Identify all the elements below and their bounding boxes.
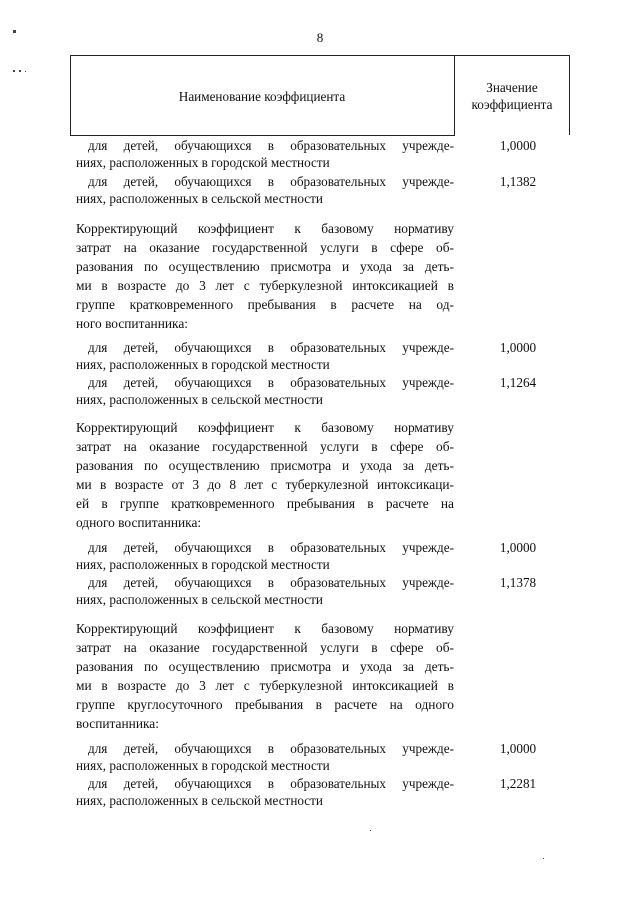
row-value: 1,2281 xyxy=(499,776,537,791)
row-description-line1: для детей, обучающихся в образовательных учрежде- xyxy=(88,138,454,153)
row-description-line1: для детей, обучающихся в образовательных учрежде- xyxy=(88,375,454,390)
row-description xyxy=(76,374,454,408)
coefficient-section-heading xyxy=(76,418,454,532)
row-description-line1: для детей, обучающихся в образовательных учрежде- xyxy=(88,741,454,756)
row-description-line2: ниях, расположенных в городской местности xyxy=(76,357,330,372)
paragraph-line: ного воспитанника: xyxy=(76,316,189,331)
page-number: 8 xyxy=(316,30,324,45)
row-description-line1: для детей, обучающихся в образовательных учрежде- xyxy=(88,776,454,791)
paragraph-line: Корректирующий коэффициент к базовому нормативу xyxy=(76,420,454,435)
row-description-line2: ниях, расположенных в сельской местности xyxy=(76,392,323,407)
paragraph-line: затрат на оказание государственной услуги в сфере об- xyxy=(76,439,454,454)
paragraph-line: ми в возрасте до 3 лет с туберкулезной интоксикацией в xyxy=(76,278,454,293)
row-value: 1,0000 xyxy=(499,340,537,355)
header-top-border xyxy=(70,55,570,56)
row-value: 1,0000 xyxy=(499,741,537,756)
paragraph-line: разования по осуществлению присмотра и ухода за деть- xyxy=(76,259,454,274)
coefficient-section-heading xyxy=(76,219,454,333)
paragraph-line: Корректирующий коэффициент к базовому нормативу xyxy=(76,221,454,236)
row-description-line2: ниях, расположенных в городской местности xyxy=(76,557,330,572)
paragraph-line: группе круглосуточного пребывания в расчете на одного xyxy=(76,697,454,712)
header-right-border xyxy=(569,55,570,135)
row-value: 1,1378 xyxy=(499,575,537,590)
coefficient-section-heading xyxy=(76,619,454,733)
header-coefficient-value xyxy=(455,79,569,113)
row-description xyxy=(76,775,454,809)
paragraph-line: группе кратковременного пребывания в расчете на од- xyxy=(76,297,454,312)
header-coefficient-name: Наименование коэффициента xyxy=(178,89,346,104)
paragraph-line: разования по осуществлению присмотра и ухода за деть- xyxy=(76,659,454,674)
paragraph-line: затрат на оказание государственной услуги в сфере об- xyxy=(76,640,454,655)
row-description xyxy=(76,173,454,207)
row-description xyxy=(76,339,454,373)
paragraph-line: разования по осуществлению присмотра и ухода за деть- xyxy=(76,458,454,473)
paragraph-line: ей в группе кратковременного пребывания в расчете на xyxy=(76,496,454,511)
row-description-line2: ниях, расположенных в сельской местности xyxy=(76,793,323,808)
row-description-line2: ниях, расположенных в сельской местности xyxy=(76,592,323,607)
header-bottom-border xyxy=(70,135,455,136)
row-value: 1,0000 xyxy=(499,138,537,153)
row-description xyxy=(76,539,454,573)
row-description-line2: ниях, расположенных в городской местности xyxy=(76,758,330,773)
row-description-line1: для детей, обучающихся в образовательных учрежде- xyxy=(88,340,454,355)
row-value: 1,1382 xyxy=(499,174,537,189)
row-description-line2: ниях, расположенных в сельской местности xyxy=(76,191,323,206)
row-value: 1,0000 xyxy=(499,540,537,555)
coefficient-table-header xyxy=(70,55,570,135)
row-description xyxy=(76,740,454,774)
paragraph-line: затрат на оказание государственной услуги в сфере об- xyxy=(76,240,454,255)
paragraph-line: ми в возрасте от 3 до 8 лет с туберкулезной интоксикаци- xyxy=(76,477,454,492)
row-description-line1: для детей, обучающихся в образовательных учрежде- xyxy=(88,174,454,189)
row-description-line2: ниях, расположенных в городской местности xyxy=(76,155,330,170)
row-description xyxy=(76,574,454,608)
paragraph-line: ми в возрасте до 3 лет с туберкулезной интоксикацией в xyxy=(76,678,454,693)
paragraph-line: воспитанника: xyxy=(76,716,159,731)
row-description-line1: для детей, обучающихся в образовательных учрежде- xyxy=(88,575,454,590)
header-value-line1: Значение xyxy=(486,80,538,95)
row-value: 1,1264 xyxy=(499,375,537,390)
header-value-line2: коэффициента xyxy=(471,97,553,112)
row-description xyxy=(76,137,454,171)
paragraph-line: одного воспитанника: xyxy=(76,515,202,530)
paragraph-line: Корректирующий коэффициент к базовому нормативу xyxy=(76,621,454,636)
row-description-line1: для детей, обучающихся в образовательных учрежде- xyxy=(88,540,454,555)
